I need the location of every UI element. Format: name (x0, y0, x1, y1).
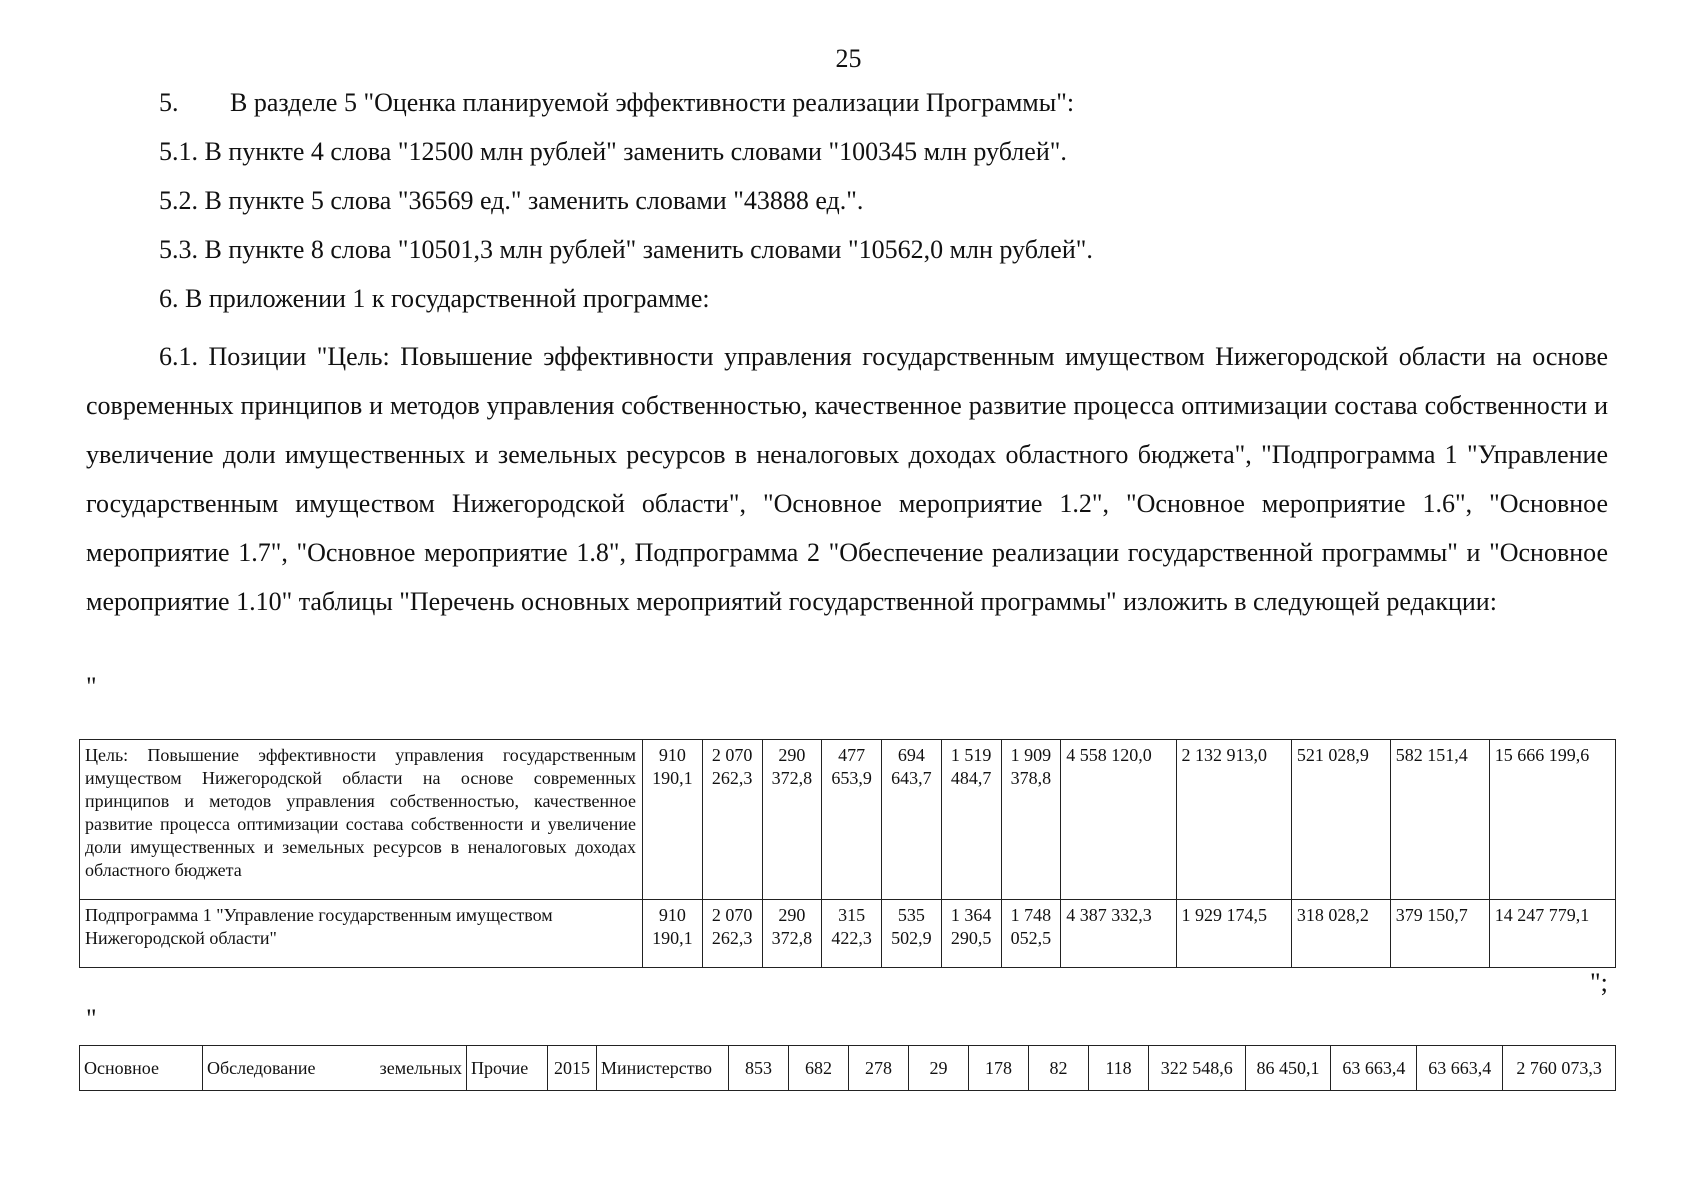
goal-value-8: 4 558 120,0 (1061, 740, 1176, 900)
opening-quote-1: " (86, 672, 97, 701)
sub1-value-6b: 290,5 (950, 928, 992, 948)
table-row-main-measure (80, 1046, 1616, 1091)
sub1-value-6a: 1 364 (950, 905, 992, 925)
item-5-2: 5.2. В пункте 5 слова "36569 ед." заменить словами "43888 ед.". (159, 186, 864, 215)
goal-value-10: 521 028,9 (1291, 740, 1390, 900)
measures-table (79, 739, 1616, 968)
page-number: 25 (835, 44, 862, 73)
sub1-value-7b: 052,5 (1010, 928, 1052, 948)
item-5-3: 5.3. В пункте 8 слова "10501,3 млн рублей" заменить словами "10562,0 млн рублей". (159, 235, 1093, 264)
measure-name-a: Обследование (207, 1057, 316, 1078)
table-row-subprogram-1 (80, 900, 1616, 968)
item-5 (159, 88, 1074, 118)
subprogram-1-label-line-1: Подпрограмма 1 "Управление государственным имуществом (85, 905, 553, 925)
sub1-value-4a: 315 (838, 905, 866, 925)
sub1-value-4 (822, 900, 882, 968)
subprogram-1-label-line-2: Нижегородской области" (85, 928, 277, 948)
sub1-value-10: 318 028,2 (1291, 900, 1390, 968)
measure-executor: Министерство (597, 1046, 729, 1091)
measure-value-8: 322 548,6 (1149, 1046, 1246, 1091)
goal-value-11: 582 151,4 (1390, 740, 1489, 900)
measure-year: 2015 (548, 1046, 597, 1091)
measure-value-4: 29 (909, 1046, 969, 1091)
goal-value-2b: 262,3 (711, 768, 753, 788)
measure-value-12: 2 760 073,3 (1503, 1046, 1616, 1091)
sub1-value-5a: 535 (897, 905, 925, 925)
goal-value-4 (822, 740, 882, 900)
sub1-value-3 (762, 900, 822, 968)
table-row-goal (80, 740, 1616, 900)
goal-value-12: 15 666 199,6 (1489, 740, 1615, 900)
measure-row-table (79, 1045, 1616, 1091)
item-6: 6. В приложении 1 к государственной программе: (159, 284, 710, 313)
measure-category: Прочие (467, 1046, 548, 1091)
measure-value-9: 86 450,1 (1245, 1046, 1331, 1091)
item-5-1: 5.1. В пункте 4 слова "12500 млн рублей" заменить словами "100345 млн рублей". (159, 137, 1067, 166)
sub1-value-8: 4 387 332,3 (1061, 900, 1176, 968)
sub1-value-1b: 190,1 (652, 928, 693, 948)
goal-value-2 (702, 740, 762, 900)
goal-label: Цель: Повышение эффективности управления государственным имуществом Нижегородской области на основе современных принципов и методов управления собственностью, качественное развитие процесса оптимизации состава собственности и увеличение доли имущественных и земельных ресурсов в неналоговых доходах областного бюджета (80, 740, 643, 900)
measure-name (203, 1046, 467, 1091)
sub1-value-4b: 422,3 (831, 928, 872, 948)
measure-value-7: 118 (1089, 1046, 1149, 1091)
goal-value-5b: 643,7 (891, 768, 932, 788)
goal-value-1a: 910 (658, 745, 686, 765)
closing-quote: "; (1590, 968, 1608, 997)
sub1-value-11: 379 150,7 (1390, 900, 1489, 968)
goal-value-1 (643, 740, 703, 900)
goal-value-1b: 190,1 (652, 768, 693, 788)
goal-value-2a: 2 070 (711, 745, 753, 765)
goal-value-7b: 378,8 (1010, 768, 1052, 788)
item-5-number: 5. (159, 88, 179, 117)
opening-quote-2: " (86, 1004, 97, 1033)
goal-value-6a: 1 519 (950, 745, 992, 765)
subprogram-1-label (80, 900, 643, 968)
item-5-text: В разделе 5 "Оценка планируемой эффективности реализации Программы": (230, 88, 1075, 117)
goal-value-3b: 372,8 (771, 768, 813, 788)
sub1-value-6 (941, 900, 1001, 968)
sub1-value-1a: 910 (658, 905, 686, 925)
goal-value-5 (882, 740, 942, 900)
sub1-value-1 (643, 900, 703, 968)
measure-value-1: 853 (729, 1046, 789, 1091)
goal-value-7 (1001, 740, 1061, 900)
measure-value-2: 682 (789, 1046, 849, 1091)
sub1-value-3a: 290 (778, 905, 806, 925)
sub1-value-9: 1 929 174,5 (1176, 900, 1291, 968)
goal-value-4a: 477 (838, 745, 866, 765)
goal-value-6 (941, 740, 1001, 900)
sub1-value-2a: 2 070 (711, 905, 753, 925)
goal-value-7a: 1 909 (1010, 745, 1052, 765)
sub1-value-5b: 502,9 (891, 928, 932, 948)
measure-value-3: 278 (849, 1046, 909, 1091)
sub1-value-2b: 262,3 (711, 928, 753, 948)
goal-value-3a: 290 (778, 745, 806, 765)
goal-value-5a: 694 (897, 745, 925, 765)
sub1-value-12: 14 247 779,1 (1489, 900, 1615, 968)
sub1-value-5 (882, 900, 942, 968)
measure-name-b: земельных (379, 1057, 462, 1078)
goal-value-9: 2 132 913,0 (1176, 740, 1291, 900)
goal-value-4b: 653,9 (831, 768, 872, 788)
sub1-value-7 (1001, 900, 1061, 968)
measure-value-10: 63 663,4 (1331, 1046, 1417, 1091)
sub1-value-2 (702, 900, 762, 968)
sub1-value-3b: 372,8 (771, 928, 813, 948)
goal-value-3 (762, 740, 822, 900)
sub1-value-7a: 1 748 (1010, 905, 1052, 925)
measure-value-6: 82 (1029, 1046, 1089, 1091)
goal-value-6b: 484,7 (950, 768, 992, 788)
measure-type: Основное (80, 1046, 203, 1091)
measure-value-11: 63 663,4 (1417, 1046, 1503, 1091)
item-6-1: 6.1. Позиции "Цель: Повышение эффективности управления государственным имуществом Нижегородской области на основе современных принципов и методов управления собственностью, качественное развитие процесса оптимизации состава собственности и увеличение доли имущественных и земельных ресурсов в неналоговых доходах областного бюджета", "Подпрограмма 1 "Управление государственным имуществом Нижегородской области", "Основное мероприятие 1.2", "Основное мероприятие 1.6", "Основное мероприятие 1.7", "Основное мероприятие 1.8", Подпрограмма 2 "Обеспечение реализации государственной программы" и "Основное мероприятие 1.10" таблицы "Перечень основных мероприятий государственной программы" изложить в следующей редакции: (86, 342, 1608, 616)
measure-value-5: 178 (969, 1046, 1029, 1091)
